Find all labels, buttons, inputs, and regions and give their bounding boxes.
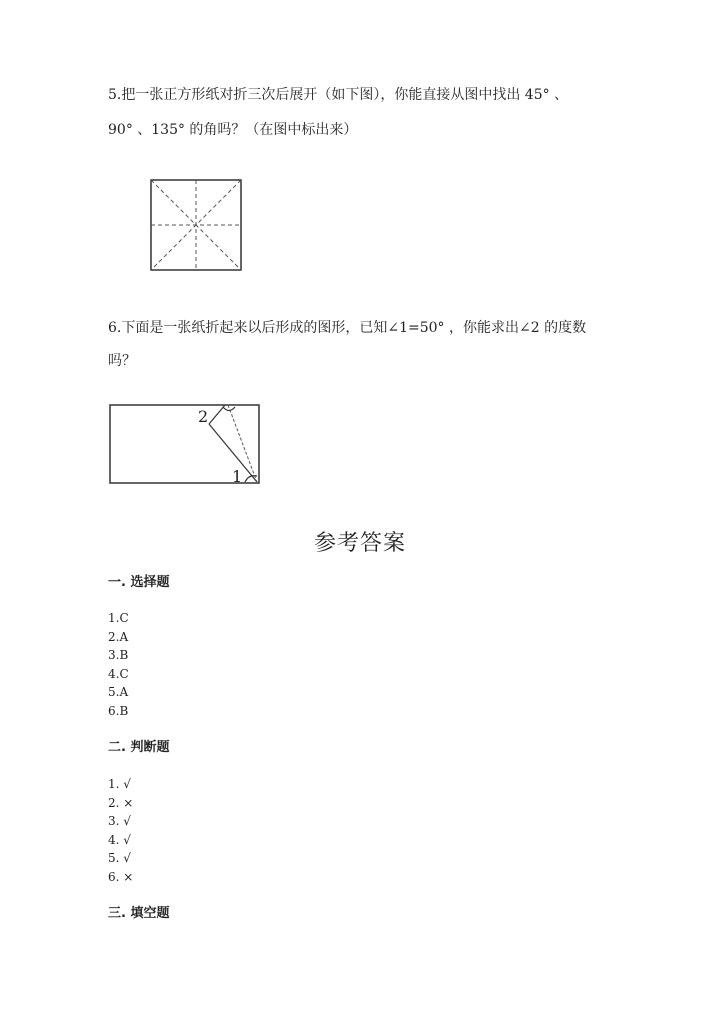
section-3-title: 三. 填空题 [108, 906, 170, 921]
list-item: 4. √ [108, 832, 131, 847]
section-1-answers [108, 609, 129, 721]
list-item: 3. √ [108, 814, 131, 829]
list-item: 1.C [108, 611, 129, 625]
question-5-line-1: 5.把一张正方形纸对折三次后展开（如下图），你能直接从图中找出 45° 、 [108, 87, 569, 103]
list-item: 5.A [108, 685, 129, 700]
folded-paper-figure [105, 398, 265, 490]
folded-square-figure [140, 170, 252, 278]
list-item: 3.B [108, 648, 129, 663]
folded-edge-top [209, 405, 225, 424]
list-item: 2.A [108, 629, 129, 644]
question-5-line-2: 90° 、135° 的角吗？（在图中标出来） [108, 122, 358, 138]
list-item: 6. × [108, 869, 134, 884]
list-item: 5. √ [108, 851, 131, 866]
angle-2-label: 2 [198, 407, 209, 426]
question-6-line-2: 吗？ [108, 353, 136, 369]
section-2-title: 二. 判断题 [108, 740, 170, 755]
list-item: 2. × [108, 795, 134, 810]
list-item: 4.C [108, 666, 129, 681]
section-2-answers [108, 775, 133, 887]
section-1-title: 一. 选择题 [108, 575, 170, 590]
question-6-line-1: 6.下面是一张纸折起来以后形成的图形，已知∠1=50° ，你能求出∠2 的度数 [108, 320, 587, 336]
list-item: 6.B [108, 703, 129, 718]
answer-key-title: 参考答案 [313, 531, 406, 556]
angle-1-label: 1 [232, 467, 243, 486]
list-item: 1. √ [108, 777, 131, 791]
